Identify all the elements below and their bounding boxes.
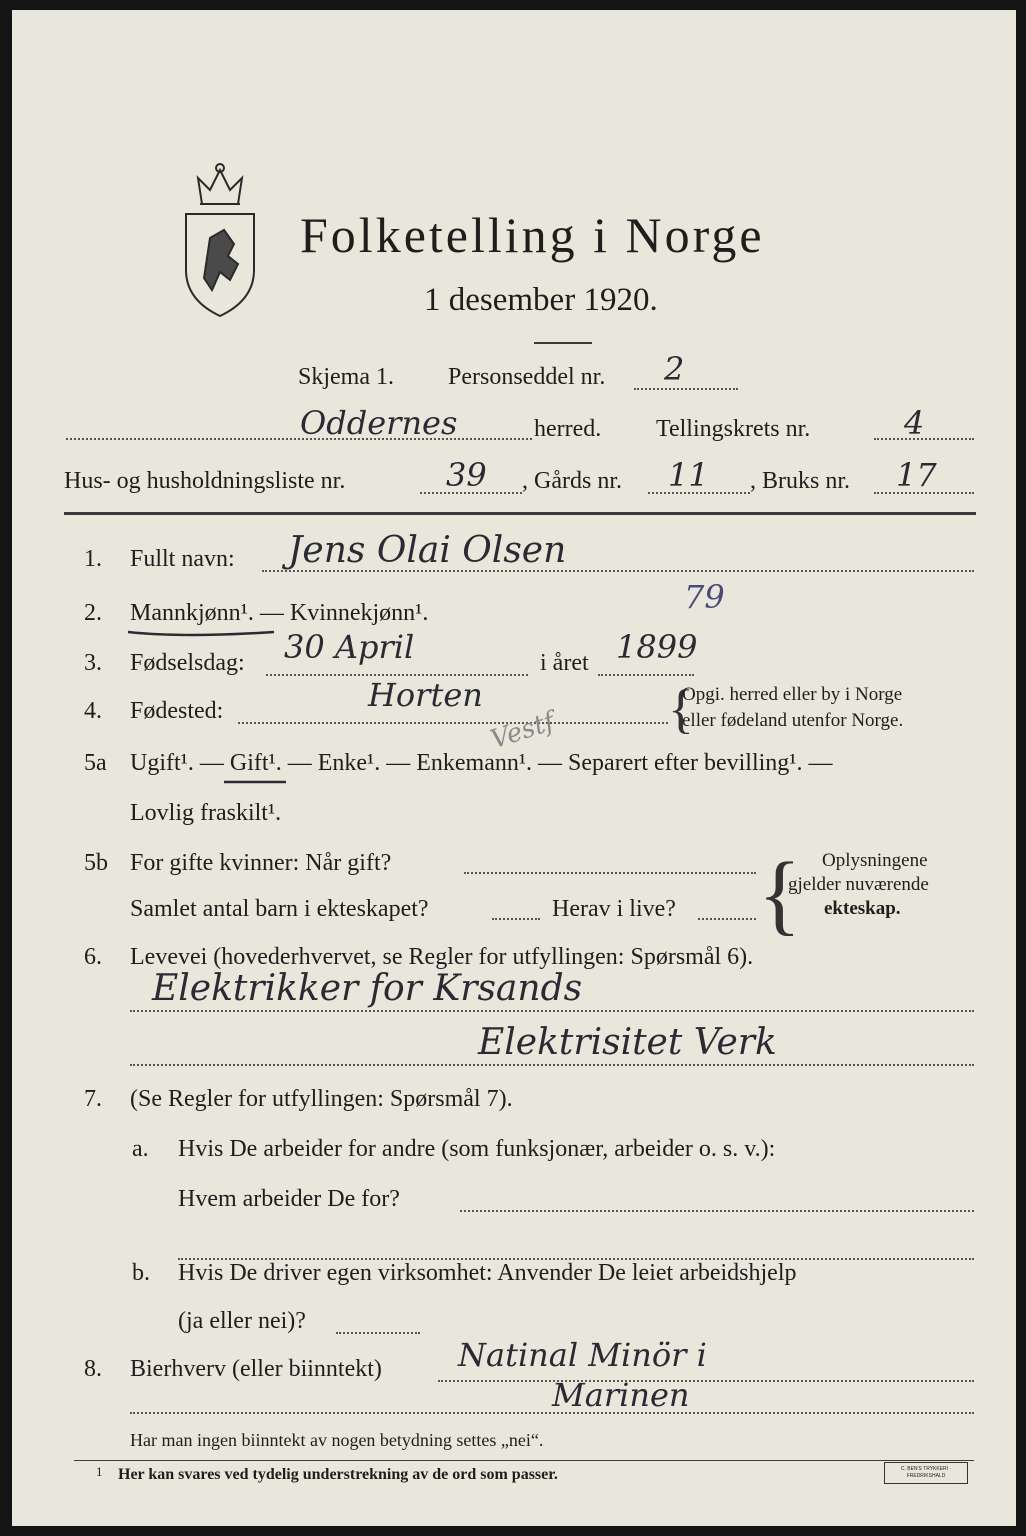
q6-occupation-line2[interactable]: Elektrisitet Verk [478,1022,777,1063]
q5b-note3: ekteskap. [824,898,901,919]
q8-note: Har man ingen biinntekt av nogen betydning settes „nei“. [130,1430,544,1450]
q7a-line1: Hvis De arbeider for andre (som funksjonær, arbeider o. s. v.): [178,1136,776,1162]
form-title: Folketelling i Norge [300,207,765,263]
q4-birthplace-value[interactable]: Horten [368,676,483,714]
q7b-answer-line [336,1332,420,1334]
q6-line2 [130,1064,974,1066]
q2-sex-options: Mannkjønn¹. — Kvinnekjønn¹. [130,600,429,626]
gift-underline-mark [222,776,292,788]
gards-value[interactable]: 11 [668,456,709,494]
q5b-line1: For gifte kvinner: Når gift? [130,850,392,876]
bruks-label: , Bruks nr. [750,468,851,494]
q7a-answer-line1 [460,1210,974,1212]
q7b-line2: (ja eller nei)? [178,1308,306,1334]
q5a-number: 5a [84,750,107,776]
q1-label: Fullt navn: [130,546,235,572]
tellingskrets-value[interactable]: 4 [904,404,925,442]
husliste-label: Hus- og husholdningsliste nr. [64,468,346,494]
footnote-divider [74,1460,974,1461]
q8-side-income-line2[interactable]: Marinen [552,1376,690,1414]
q3-year-value[interactable]: 1899 [616,628,698,666]
q7a-line2: Hvem arbeider De for? [178,1186,400,1212]
q3-label: Fødselsdag: [130,650,245,676]
q8-line1 [438,1380,974,1382]
herred-value[interactable]: Oddernes [300,404,458,442]
census-date: 1 desember 1920. [424,282,658,318]
gards-label: , Gårds nr. [522,468,622,494]
q6-line1 [130,1010,974,1012]
q5a-marital-options: Ugift¹. — Gift¹. — Enke¹. — Enkemann¹. — Separert efter bevilling¹. — [130,750,833,776]
q5b-note-brace: { [758,845,802,944]
q5b-note1: Oplysningene [822,850,928,871]
q1-number: 1. [84,546,102,572]
bruks-value[interactable]: 17 [896,456,937,494]
q3-year-label: i året [540,650,589,676]
footnote-mark: 1 [96,1464,103,1479]
personseddel-label: Personseddel nr. [448,364,606,390]
q7a-letter: a. [132,1136,149,1162]
q3-year-line [598,674,694,676]
q7b-letter: b. [132,1260,150,1286]
q5b-children-label: Samlet antal barn i ekteskapet? [130,896,429,922]
q5b-alive-line [698,918,756,920]
title-divider [534,342,592,344]
q1-full-name[interactable]: Jens Olai Olsen [288,530,567,571]
tellingskrets-label: Tellingskrets nr. [656,416,811,442]
herred-label: herred. [534,416,602,442]
footnote-text: Her kan svares ved tydelig understrekning av de ord som passer. [118,1466,558,1483]
q4-margin-note[interactable]: Vestf [486,706,559,756]
q4-note-line2: eller fødeland utenfor Norge. [682,710,904,731]
skjema-label: Skjema 1. [298,364,394,390]
q4-line [238,722,668,724]
q4-number: 4. [84,698,102,724]
q8-label: Bierhverv (eller biinntekt) [130,1356,382,1382]
census-form-page [12,10,1016,1526]
q3-year-correction[interactable]: 79 [684,578,725,616]
q5b-alive-label: Herav i live? [552,896,676,922]
q4-label: Fødested: [130,698,224,724]
q5b-children-line [492,918,540,920]
q8-side-income-line1[interactable]: Natinal Minör i [458,1336,707,1374]
q2-number: 2. [84,600,102,626]
q6-label: Levevei (hovederhvervet, se Regler for utfyllingen: Spørsmål 6). [130,944,754,970]
husliste-value[interactable]: 39 [446,456,487,494]
q4-note-line1: Opgi. herred eller by i Norge [682,684,903,705]
personseddel-line [634,388,738,390]
printer-stamp [884,1462,968,1484]
q3-number: 3. [84,650,102,676]
q8-number: 8. [84,1356,102,1382]
personseddel-value[interactable]: 2 [664,350,685,388]
norwegian-coat-of-arms-icon [180,160,260,320]
q3-birthday-value[interactable]: 30 April [284,628,415,666]
q7-number: 7. [84,1086,102,1112]
mannkjonn-underline-mark [124,626,284,640]
printer-stamp-text: C. BEN'S TRYKKERI · FREDRIKSHALD [900,1466,952,1479]
q5b-number: 5b [84,850,108,876]
q4-note-brace: { [668,679,694,739]
q6-number: 6. [84,944,102,970]
q7-label: (Se Regler for utfyllingen: Spørsmål 7). [130,1086,513,1112]
q6-occupation-line1[interactable]: Elektrikker for Krsands [152,968,583,1009]
q5a-line2: Lovlig fraskilt¹. [130,800,282,826]
q7b-line1: Hvis De driver egen virksomhet: Anvender De leiet arbeidshjelp [178,1260,797,1286]
herred-line [66,438,532,440]
q5b-married-line [464,872,756,874]
q5b-note2: gjelder nuværende [788,874,929,895]
header-separator [64,512,976,515]
